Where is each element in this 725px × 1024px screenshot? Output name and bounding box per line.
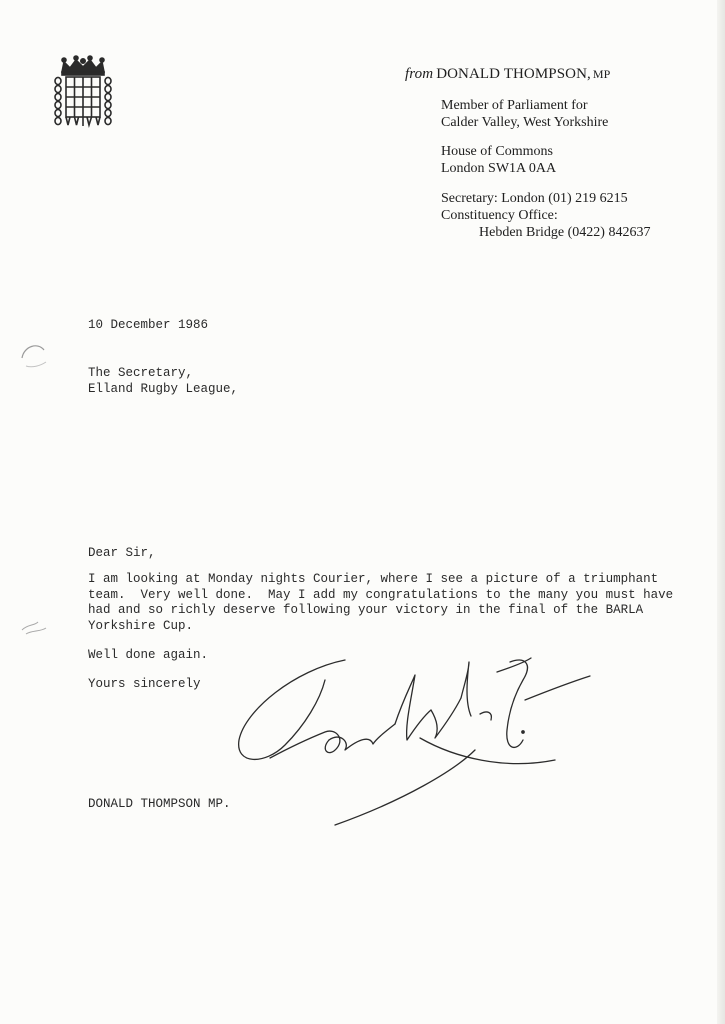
member-line: Member of Parliament for — [441, 98, 588, 113]
sender-suffix: MP — [592, 67, 611, 81]
letterhead — [405, 66, 705, 241]
address-block — [441, 143, 705, 177]
constituency-office-phone: Hebden Bridge (0422) 842637 — [479, 225, 651, 240]
handwritten-signature-icon — [225, 640, 595, 830]
punch-hole-mark — [14, 336, 54, 376]
sender-name: DONALD THOMPSON, — [436, 66, 591, 82]
body-line-4: Yorkshire Cup. — [88, 618, 194, 633]
paper-crease-mark — [20, 618, 50, 640]
salutation: Dear Sir, — [88, 546, 156, 560]
letterhead-from-line — [405, 66, 705, 83]
body-line-2: team. Very well done. May I add my congratulations to the many you must have — [88, 587, 674, 602]
closing-line: Well done again. — [88, 648, 209, 662]
body-line-3: had and so richly deserve following your victory in the final of the BARLA — [88, 603, 644, 617]
letter-date: 10 December 1986 — [88, 318, 209, 332]
body-paragraph — [88, 572, 673, 634]
constituency-line: Calder Valley, West Yorkshire — [441, 115, 609, 130]
signatory-name: DONALD THOMPSON MP. — [88, 797, 231, 811]
constituency-block — [441, 97, 705, 131]
body-line-1: I am looking at Monday nights Courier, where I see a picture of a triumphant — [88, 572, 659, 586]
recipient-line-2: Elland Rugby League, — [88, 381, 239, 396]
address-line-2: London SW1A 0AA — [441, 161, 557, 176]
constituency-office-label: Constituency Office: — [441, 208, 558, 223]
from-word: from — [405, 66, 434, 82]
valediction: Yours sincerely — [88, 677, 201, 691]
secretary-phone: Secretary: London (01) 219 6215 — [441, 191, 628, 206]
address-line-1: House of Commons — [441, 144, 553, 159]
portcullis-crest-icon — [52, 55, 114, 135]
contact-block — [441, 190, 705, 241]
recipient-block — [88, 366, 238, 397]
page-edge-shadow — [717, 0, 725, 1024]
recipient-line-1: The Secretary, — [88, 366, 194, 380]
